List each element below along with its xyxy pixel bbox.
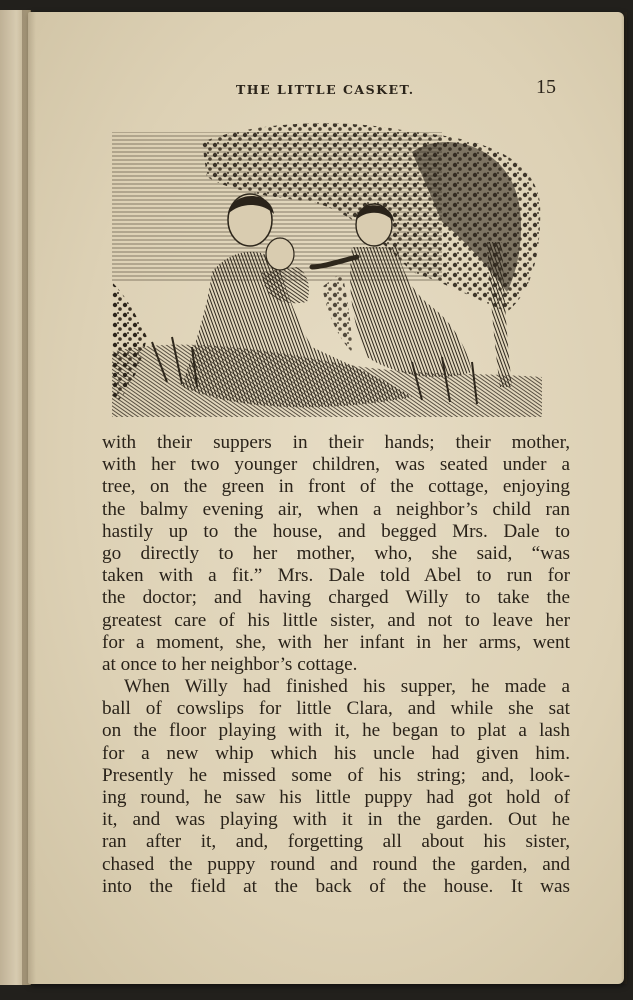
text-line: into the field at the back of the house. It was	[102, 875, 570, 897]
page-number: 15	[536, 76, 556, 98]
text-line: for a new whip which his uncle had given him.	[102, 742, 570, 764]
text-line: hastily up to the house, and begged Mrs. Dale to	[102, 520, 570, 542]
page-body-text	[102, 432, 570, 898]
page-header	[28, 76, 624, 104]
text-line: on the floor playing with it, he began to plat a lash	[102, 720, 570, 742]
baby-head	[266, 238, 294, 270]
page-edge-shadow	[621, 12, 627, 984]
text-line: the balmy evening air, when a neighbor’s child ran	[102, 498, 570, 520]
paragraph-end-line: at once to her neighbor’s cottage.	[102, 653, 358, 675]
text-line: with her two younger children, was seated under a	[102, 454, 570, 476]
engraving-illustration	[112, 122, 542, 417]
text-line: with their suppers in their hands; their mother,	[102, 432, 570, 453]
paragraph-start-line: When Willy had finished his supper, he made a	[124, 676, 570, 698]
running-head: THE LITTLE CASKET.	[236, 82, 415, 97]
text-line: chased the puppy round and round the garden, and	[102, 853, 570, 875]
text-line: it, and was playing with it in the garden. Out he	[102, 809, 570, 831]
text-line: taken with a fit.” Mrs. Dale told Abel to run for	[102, 565, 570, 587]
text-line: Presently he missed some of his string; and, look-	[102, 764, 570, 786]
text-line: ran after it, and, forgetting all about his sister,	[102, 831, 570, 853]
text-line: the doctor; and having charged Willy to take the	[102, 587, 570, 609]
text-line: ing round, he saw his little puppy had got hold of	[102, 787, 570, 808]
text-line: greatest care of his little sister, and not to leave her	[102, 609, 570, 631]
text-line: tree, on the green in front of the cottage, enjoying	[102, 476, 570, 498]
book-page	[28, 12, 624, 984]
text-line: ball of cowslips for little Clara, and while she sat	[102, 698, 570, 720]
text-line: go directly to her mother, who, she said, “was	[102, 542, 570, 564]
page-gutter-shadow	[22, 10, 36, 985]
engraving-image	[112, 122, 542, 417]
text-line: for a moment, she, with her infant in her arms, went	[102, 631, 570, 653]
